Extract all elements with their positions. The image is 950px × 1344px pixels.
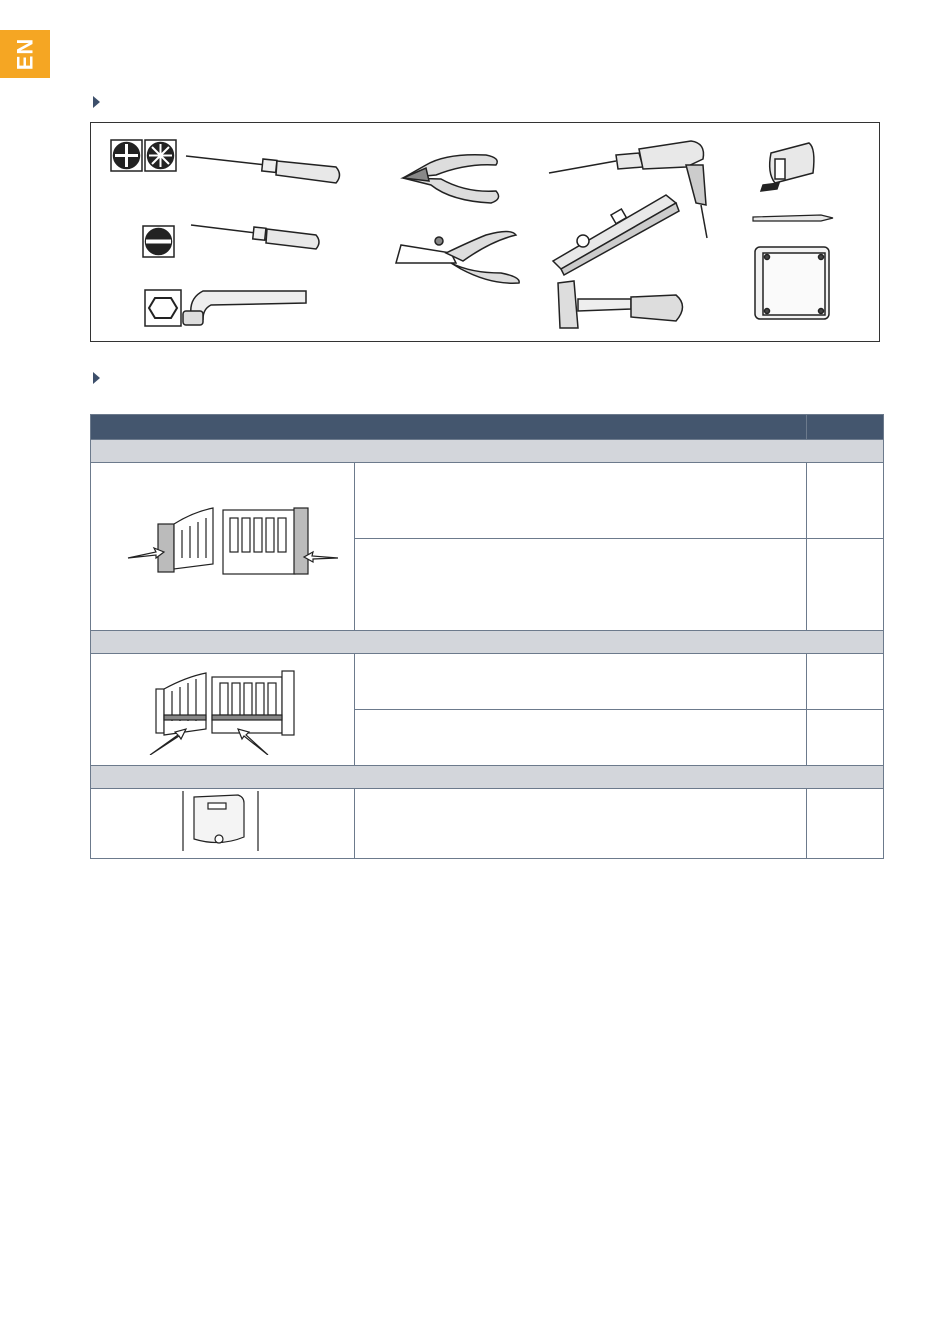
requirement-check-cell — [807, 789, 884, 859]
long-screwdriver-icon — [186, 156, 340, 183]
requirement-text-cell — [355, 539, 807, 631]
requirement-text-cell — [355, 463, 807, 539]
table-row — [91, 789, 884, 859]
flat-screwdriver-icon — [143, 225, 319, 257]
wire-stripper-icon — [396, 232, 519, 284]
requirements-heading-bullet — [93, 372, 100, 384]
requirement-check-cell — [807, 710, 884, 766]
table-row — [91, 463, 884, 539]
tape-measure-icon — [761, 143, 814, 191]
section-header-row — [91, 440, 884, 463]
hammer-icon — [558, 281, 683, 328]
requirement-check-cell — [807, 539, 884, 631]
requirement-check-cell — [807, 463, 884, 539]
requirement-text-cell — [355, 710, 807, 766]
language-tab — [0, 30, 50, 78]
spirit-level-icon — [553, 195, 679, 275]
junction-box-icon — [755, 247, 829, 319]
tools-panel — [90, 122, 880, 342]
table-header-main — [91, 415, 807, 440]
table-header-side — [807, 415, 884, 440]
control-box-illustration — [91, 789, 355, 859]
cutting-pliers-icon — [403, 155, 499, 203]
phillips-screwdriver-icon — [111, 140, 176, 171]
language-label: EN — [12, 37, 37, 71]
tools-heading-bullet — [93, 96, 100, 108]
gate-posts-illustration — [91, 463, 355, 631]
pencil-icon — [753, 215, 833, 221]
section-header-row — [91, 766, 884, 789]
hex-socket-wrench-icon — [145, 290, 306, 326]
gate-leaves-illustration — [91, 654, 355, 766]
section-header-row — [91, 631, 884, 654]
tools-illustration — [91, 123, 881, 343]
requirement-text-cell — [355, 789, 807, 859]
table-row — [91, 654, 884, 710]
table-header-row — [91, 415, 884, 440]
requirement-check-cell — [807, 654, 884, 710]
requirement-text-cell — [355, 654, 807, 710]
requirements-table — [90, 414, 884, 859]
